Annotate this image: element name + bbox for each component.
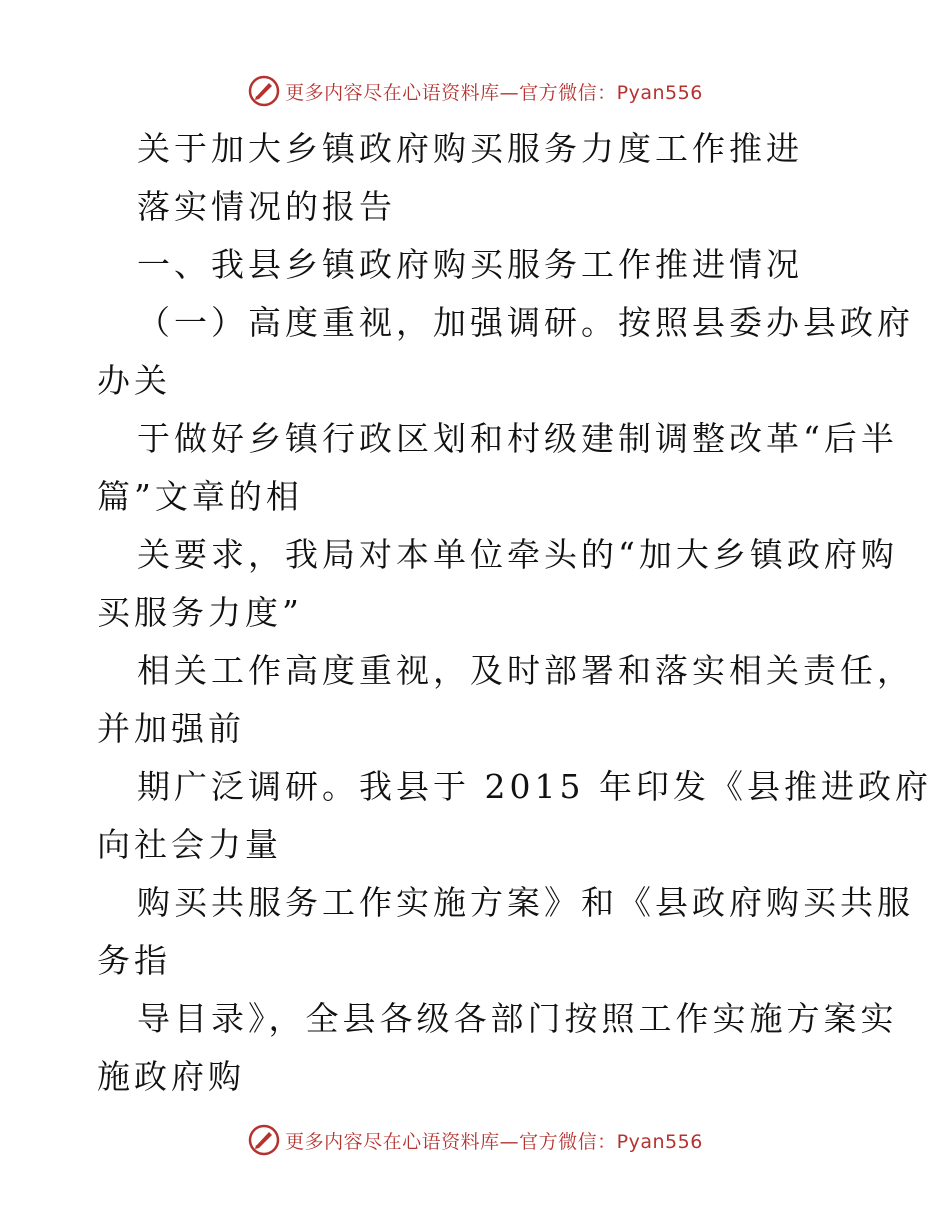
doc-line: 务指	[97, 941, 171, 980]
doc-line: 相关工作高度重视，及时部署和落实相关责任，	[137, 651, 914, 690]
doc-line: 向社会力量	[97, 825, 282, 864]
doc-line: 施政府购	[97, 1057, 245, 1096]
doc-line: 篇”文章的相	[97, 477, 303, 516]
doc-line: 购买共服务工作实施方案》和《县政府购买共服	[137, 883, 914, 922]
footer-watermark	[0, 1122, 950, 1158]
doc-line: 一、我县乡镇政府购买服务工作推进情况	[137, 245, 803, 284]
doc-line: 落实情况的报告	[137, 187, 396, 226]
logo-icon	[247, 74, 281, 108]
doc-line: （一）高度重视，加强调研。按照县委办县政府	[137, 303, 914, 342]
header-watermark	[0, 73, 950, 109]
doc-line: 期广泛调研。我县于 2015 年印发《县推进政府	[137, 767, 932, 806]
document-body	[97, 120, 932, 1106]
doc-line: 关于加大乡镇政府购买服务力度工作推进	[137, 129, 803, 168]
doc-line: 并加强前	[97, 709, 245, 748]
doc-line: 关要求，我局对本单位牵头的“加大乡镇政府购	[137, 535, 898, 574]
watermark-text: 更多内容尽在心语资料库—官方微信：Pyan556	[285, 81, 703, 104]
doc-line: 导目录》，全县各级各部门按照工作实施方案实	[137, 999, 898, 1038]
doc-line: 办关	[97, 361, 171, 400]
doc-line: 于做好乡镇行政区划和村级建制调整改革“后半	[137, 419, 898, 458]
logo-icon	[247, 1123, 281, 1157]
doc-line: 买服务力度”	[97, 593, 303, 632]
watermark-text: 更多内容尽在心语资料库—官方微信：Pyan556	[285, 1130, 703, 1153]
